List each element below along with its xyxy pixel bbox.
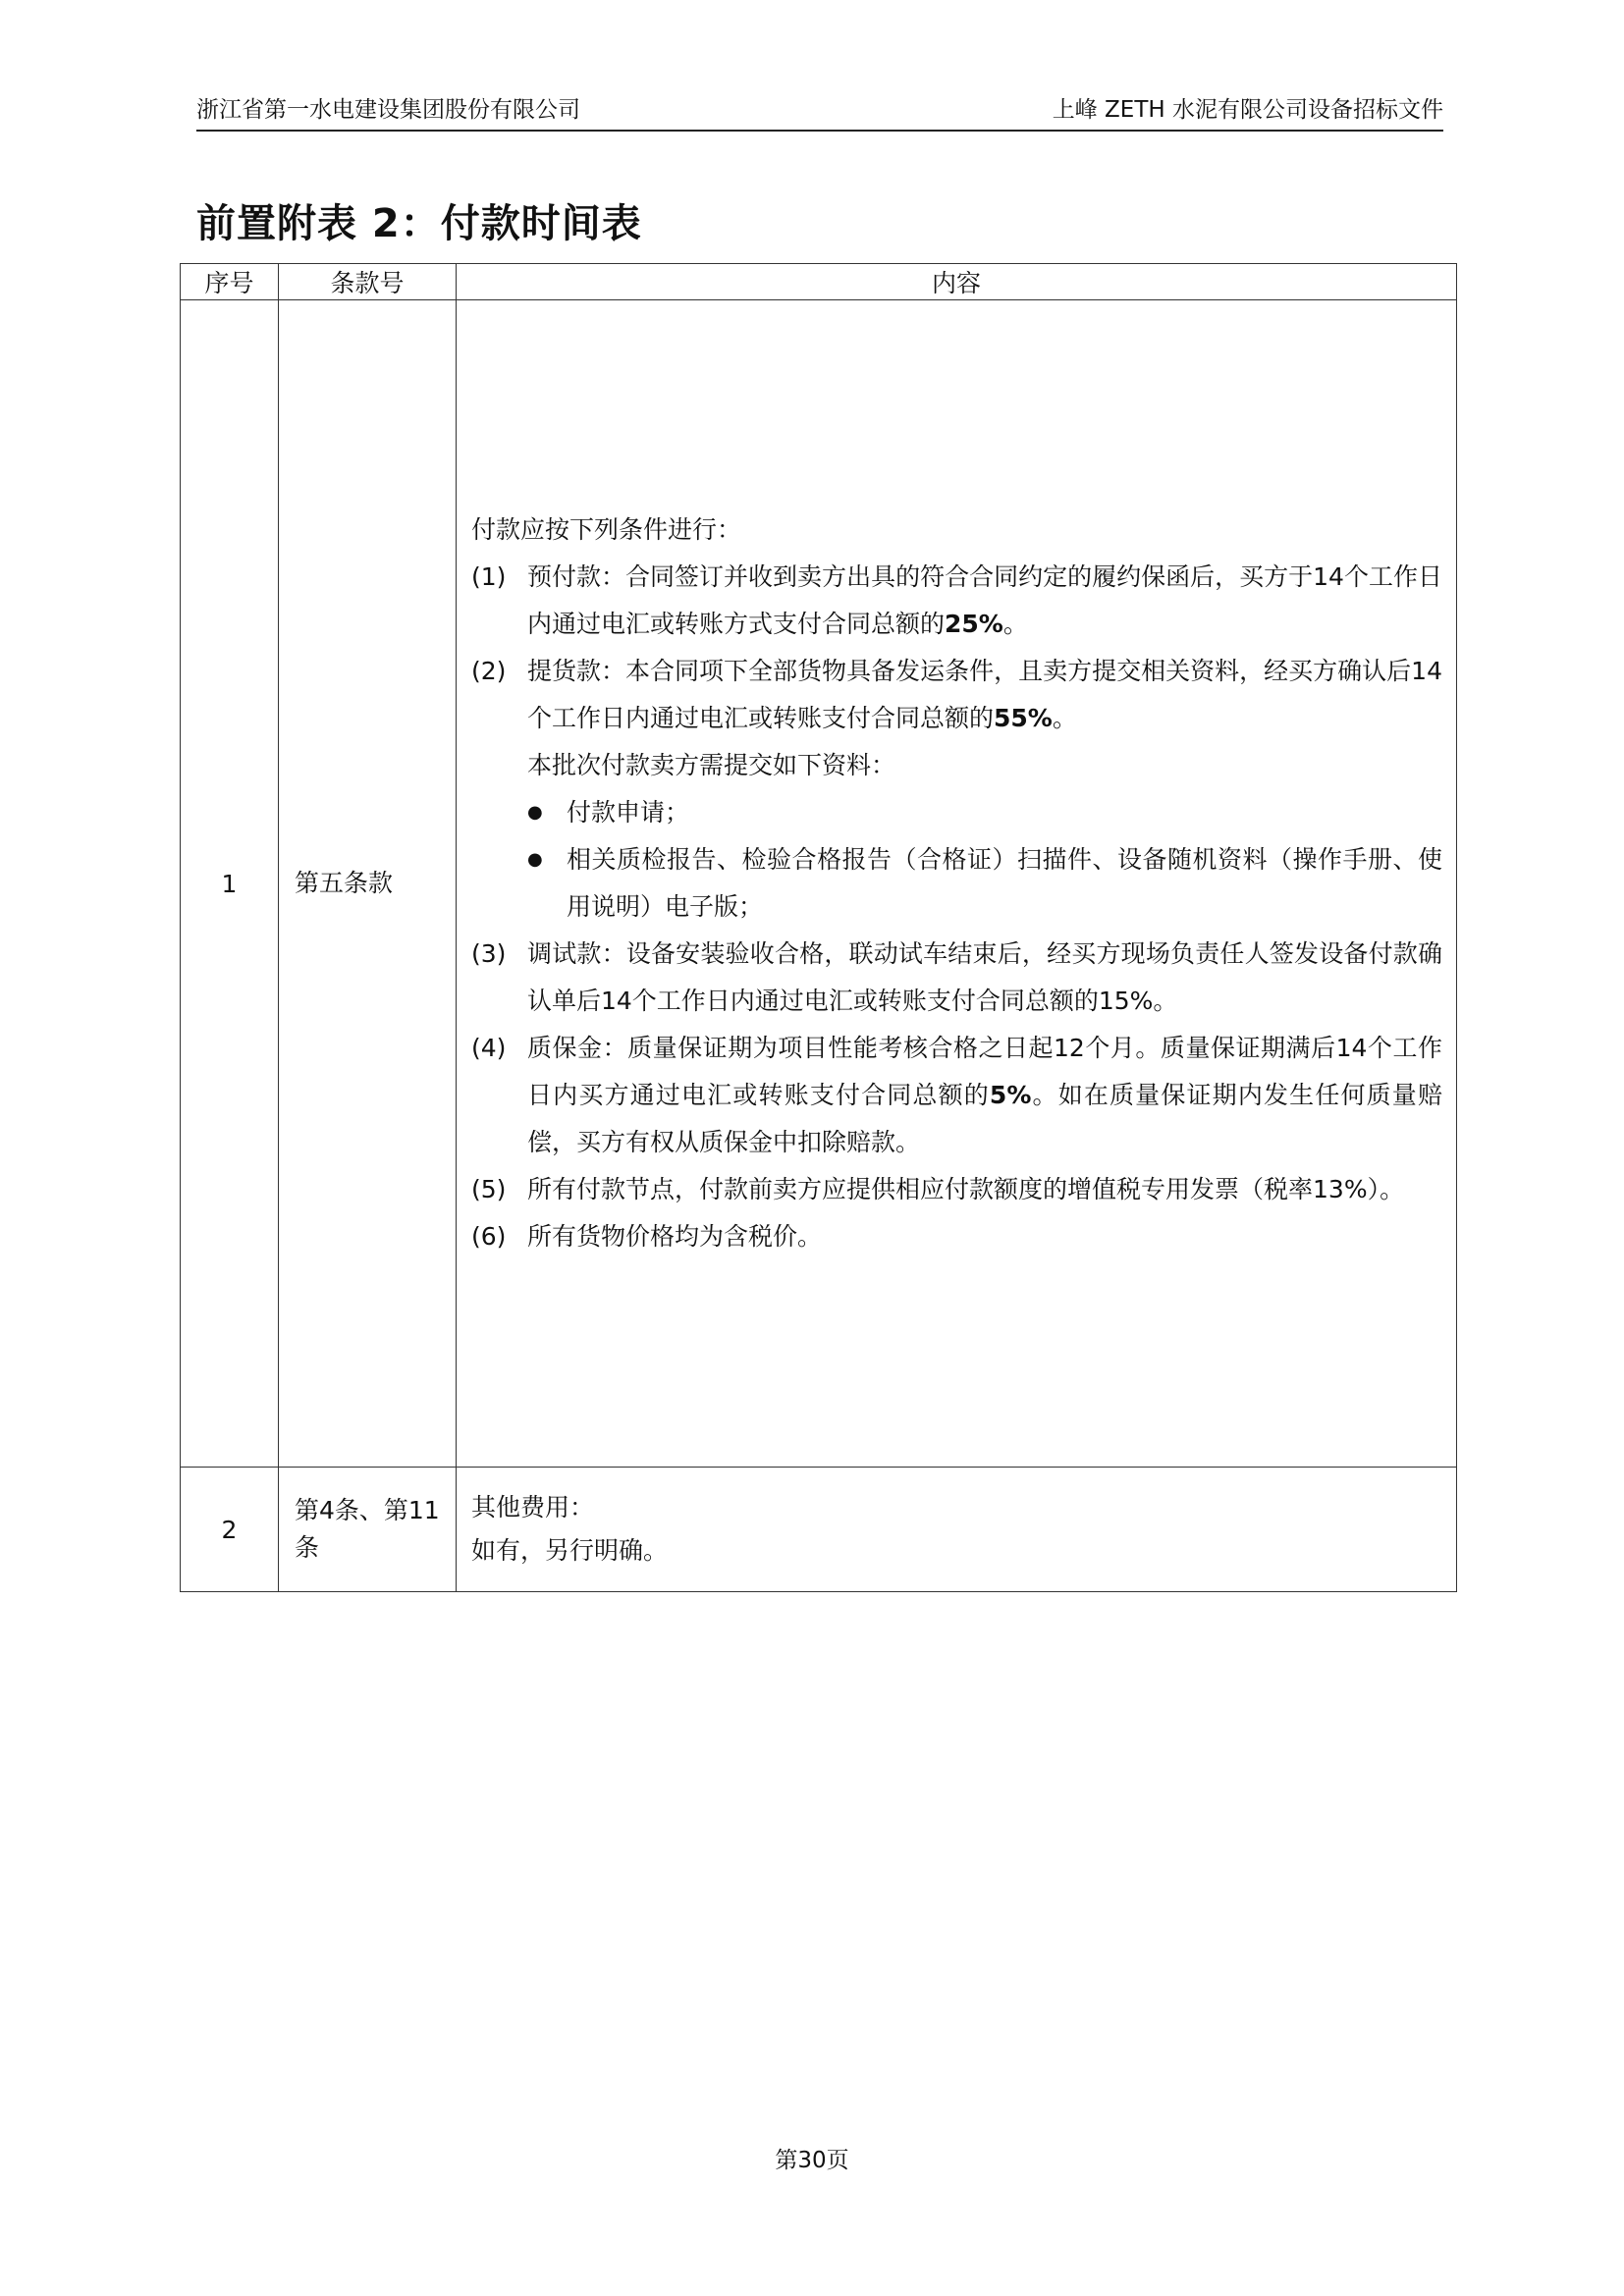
documents-intro: 本批次付款卖方需提交如下资料：	[527, 751, 896, 779]
item-index: (1)	[471, 562, 507, 591]
payment-item	[471, 648, 1442, 742]
item-index: (5)	[471, 1175, 507, 1203]
payment-item	[471, 1025, 1442, 1166]
item-text: 提货款：本合同项下全部货物具备发运条件，且卖方提交相关资料，经买方确认后14个工作日内通过电汇或转账支付合同总额的55%。	[527, 657, 1442, 732]
bullet-icon: ●	[527, 849, 543, 870]
list-item: ● 相关质检报告、检验合格报告（合格证）扫描件、设备随机资料（操作手册、使用说明）电子版；	[471, 836, 1442, 931]
payment-schedule-table	[180, 263, 1457, 1592]
row-number: 1	[181, 300, 279, 1468]
item-index: (2)	[471, 657, 507, 685]
row-number: 2	[181, 1468, 279, 1592]
payment-item	[471, 1213, 1442, 1260]
item-text: 所有货物价格均为含税价。	[527, 1222, 823, 1251]
row-clause: 第4条、第11条	[279, 1468, 457, 1592]
payment-item	[471, 554, 1442, 648]
table-row	[181, 1468, 1457, 1592]
row-content	[457, 1468, 1457, 1592]
column-header-number: 序号	[181, 264, 279, 300]
page-header	[196, 90, 1443, 132]
column-header-clause: 条款号	[279, 264, 457, 300]
item-text: 所有付款节点，付款前卖方应提供相应付款额度的增值税专用发票（税率13%）。	[527, 1175, 1405, 1203]
item-text: 预付款：合同签订并收到卖方出具的符合合同约定的履约保函后，买方于14个工作日内通过电汇或转账方式支付合同总额的25%。	[527, 562, 1442, 638]
other-fees-label: 其他费用：	[471, 1493, 595, 1522]
table-row	[181, 300, 1457, 1468]
item-index: (6)	[471, 1222, 507, 1251]
table-header-row	[181, 264, 1457, 300]
payment-item	[471, 1166, 1442, 1213]
page-number: 第30页	[775, 2148, 849, 2173]
page-title: 前置附表 2：付款时间表	[196, 201, 642, 246]
list-item: ● 付款申请；	[471, 789, 1442, 836]
item-text: 调试款：设备安装验收合格，联动试车结束后，经买方现场负责任人签发设备付款确认单后14个工作日内通过电汇或转账支付合同总额的15%。	[527, 939, 1442, 1015]
row-content	[457, 300, 1457, 1468]
header-document-title: 上峰 ZETH 水泥有限公司设备招标文件	[1052, 97, 1443, 123]
row-clause: 第五条款	[279, 300, 457, 1468]
bullet-icon: ●	[527, 802, 543, 823]
column-header-content: 内容	[457, 264, 1457, 300]
payment-item	[471, 931, 1442, 1025]
item-index: (3)	[471, 939, 507, 968]
other-fees-text: 如有，另行明确。	[471, 1536, 669, 1565]
header-company: 浙江省第一水电建设集团股份有限公司	[196, 97, 580, 123]
item-text: 质保金：质量保证期为项目性能考核合格之日起12个月。质量保证期满后14个工作日内买方通过电汇或转账支付合同总额的5%。如在质量保证期内发生任何质量赔偿，买方有权从质保金中扣除赔款。	[527, 1034, 1442, 1156]
payment-intro: 付款应按下列条件进行：	[471, 515, 742, 544]
item-index: (4)	[471, 1034, 507, 1062]
